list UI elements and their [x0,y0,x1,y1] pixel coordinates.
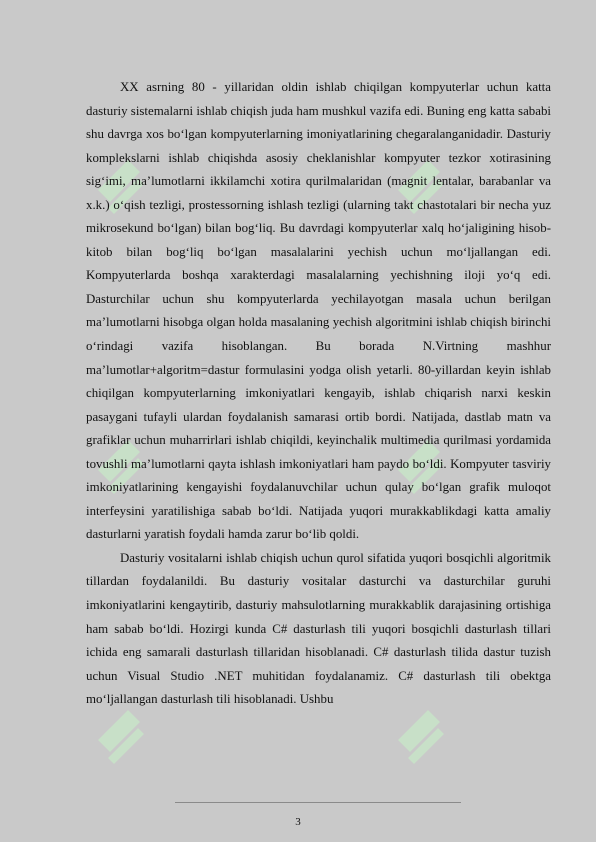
paragraph: Dasturiy vositalarni ishlab chiqish uchun qurol sifatida yuqori bosqichli algoritmik tillardan foydalanildi. Bu dasturiy vositalar dasturchi va dasturchilar guruhi imkoniyatlarini kengaytirib, dasturiy mahsulotlarning murakkablik darajasining ortishiga ham sabab bo‘ldi. Hozirgi kunda C# dasturlash tili yuqori bosqichli dasturlash tillari ichida eng samarali dasturlash tillaridan hisoblanadi. C# dasturlash tilida dastur tuzish uchun Visual Studio .NET muhitidan foydalanamiz. C# dasturlash tili obektga mo‘ljallangan dasturlash tili hisoblanadi. Ushbu [86,550,551,707]
watermark-glyph [88,700,148,780]
body-text [86,76,551,712]
page-number: 3 [295,816,301,828]
paragraph: XX asrning 80 - yillaridan oldin ishlab chiqilgan kompyuterlar uchun katta dasturiy sistemalarni ishlab chiqish juda ham mushkul vazifa edi. Buning eng katta sababi shu davrga xos bo‘lgan kompyuterlarning imoniyatlarining chegaralanganidadir. Dasturiy komplekslarni ishlab chiqishda asosiy cheklanishlar kompyuter tezkor xotirasining sig‘imi, ma’lumotlarni ikkilamchi xotira qurilmalaridan (magnit lentalar, barabanlar va x.k.) o‘qish tezligi, prostessorning ishlash tezligi (ularning takt chastotalari bir necha yuz mikrosekund bo‘lgan) bilan bog‘liq. Bu davrdagi kompyuterlar xalq ho‘jaligining hisob-kitob bilan bog‘liq bo‘lgan masalalarini yechish uchun mo‘ljallangan edi. Kompyuterlarda boshqa xarakterdagi masalalarning yechishning iloji yo‘q edi. Dasturchilar uchun shu kompyuterlarda yechilayotgan masala uchun berilgan ma’lumotlarni hisobga olgan holda masalaning yechish algoritmini ishlab chiqish birinchi o‘rindagi vazifa hisoblangan. Bu borada N.Virtning mashhur ma’lumotlar+algoritm=dastur formulasini yodga olish yetarli. 80-yillardan keyin ishlab chiqilgan kompyuterlarning imkoniyatlari kengayib, ishlab chiqarish narxi keskin pasaygani tufayli ulardan foydalanish samarasi ortib bordi. Natijada, dastlab matn va grafiklar uchun muharrirlari ishlab chiqildi, keyinchalik multimedia qurilmasi yordamida tovushli ma’lumotlarni qayta ishlash imkoniyatlari ham paydo bo‘ldi. Kompyuter tasviriy imkoniyatlarining kengayishi foydalanuvchilar uchun qulay bo‘lgan grafik muloqot interfeysini yaratilishiga sabab bo‘ldi. Natijada yuqori murakkablikdagi katta amaliy dasturlarni yaratish foydali hamda zarur bo‘lib qoldi. [86,80,551,542]
watermark-glyph [388,700,448,780]
footer-divider [175,802,461,803]
